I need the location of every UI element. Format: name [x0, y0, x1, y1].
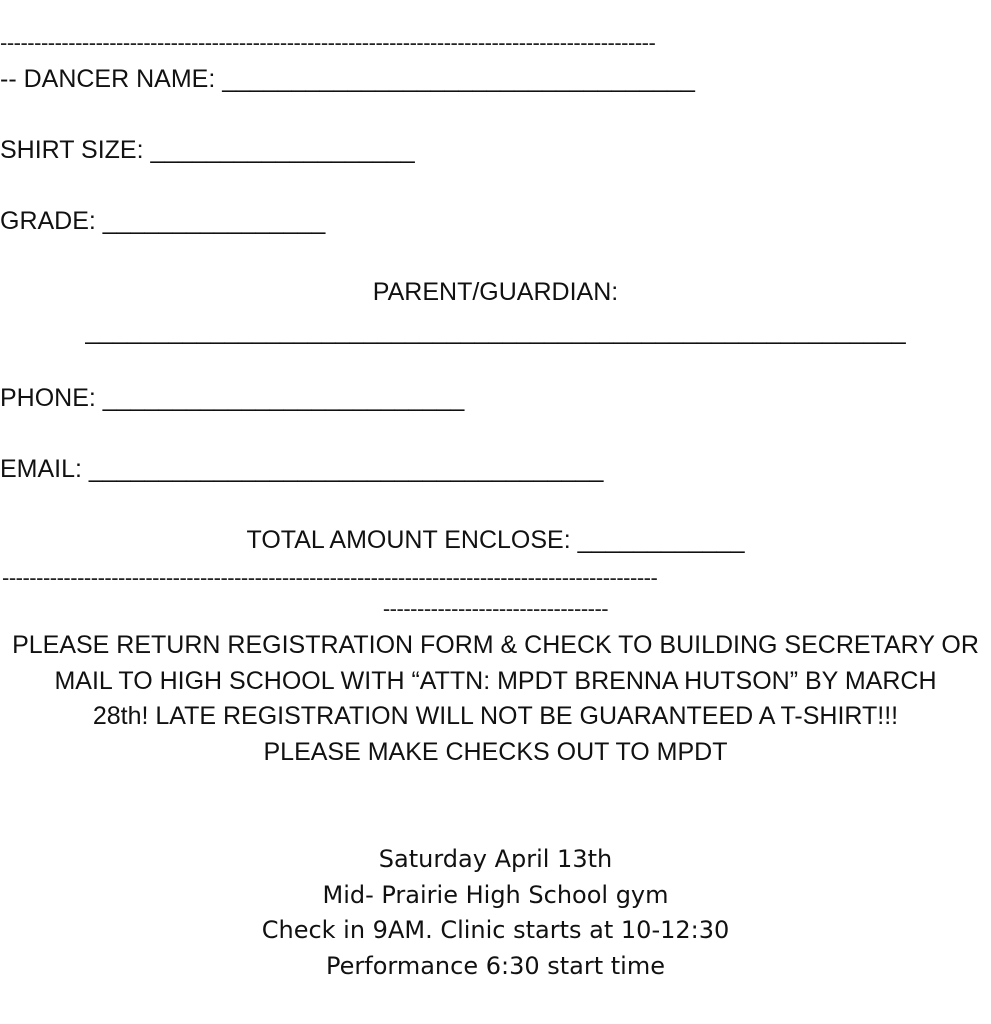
event-schedule: Check in 9AM. Clinic starts at 10-12:30: [261, 916, 730, 944]
parent-guardian-blank: ___________________________________________________________: [85, 317, 906, 345]
return-instructions: [0, 628, 991, 770]
phone-field: PHONE: __________________________: [0, 384, 465, 412]
event-details: [0, 842, 991, 984]
event-location: Mid- Prairie High School gym: [322, 880, 669, 909]
event-performance: Performance 6:30 start time: [326, 951, 665, 980]
notice-line: MAIL TO HIGH SCHOOL WITH “ATTN: MPDT BRENNA HUTSON” BY MARCH: [54, 666, 937, 695]
grade-field: GRADE: ________________: [0, 207, 326, 235]
separator-top: ------------------------------------------------------------------------------------------------: [0, 30, 656, 55]
email-field: EMAIL: _____________________________________: [0, 455, 604, 483]
notice-line: 28th! LATE REGISTRATION WILL NOT BE GUARANTEED A T-SHIRT!!!: [92, 702, 899, 730]
notice-line: PLEASE MAKE CHECKS OUT TO MPDT: [263, 737, 728, 766]
notice-line: PLEASE RETURN REGISTRATION FORM & CHECK TO BUILDING SECRETARY OR: [12, 631, 979, 659]
separator-short: ---------------------------------: [382, 596, 609, 621]
parent-guardian-label: PARENT/GUARDIAN:: [372, 278, 619, 306]
dancer-name-field: -- DANCER NAME: __________________________________: [0, 65, 695, 93]
total-amount-field: TOTAL AMOUNT ENCLOSE: ____________: [246, 526, 745, 554]
separator-bottom: ------------------------------------------------------------------------------------------------: [2, 565, 658, 590]
event-date: Saturday April 13th: [378, 845, 613, 873]
shirt-size-field: SHIRT SIZE: ___________________: [0, 136, 415, 164]
